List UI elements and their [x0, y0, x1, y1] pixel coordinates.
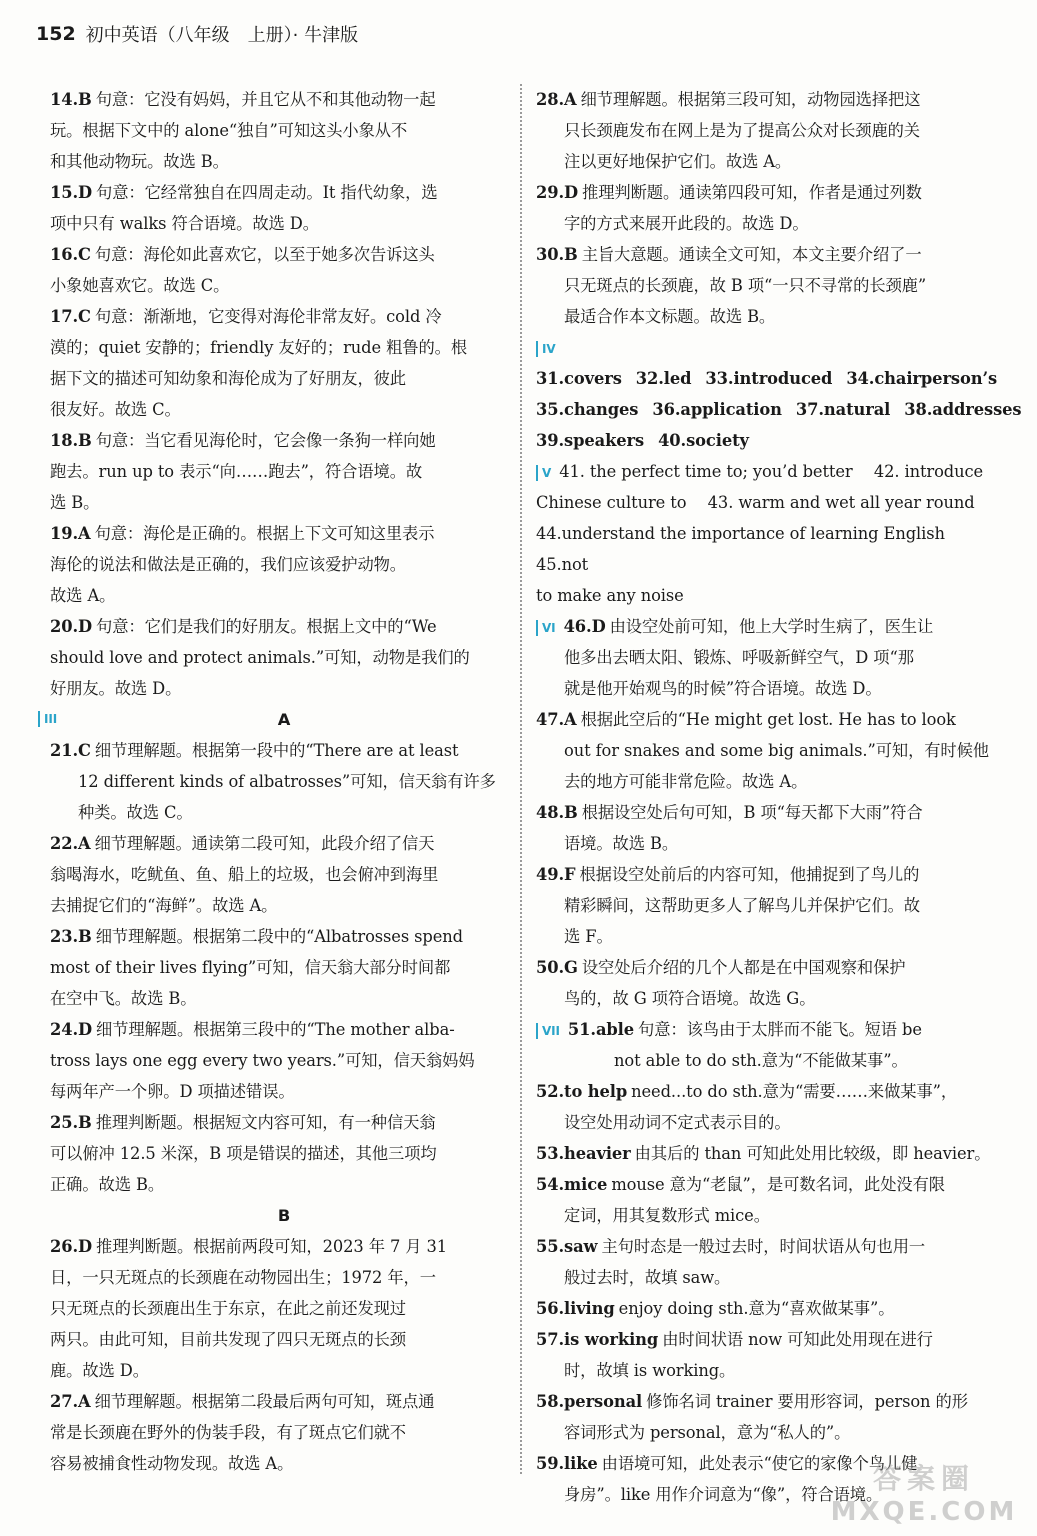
- passage-a-heading: A: [277, 710, 291, 729]
- section-5-mark: V: [536, 465, 555, 481]
- answer-17: 17.C 句意：渐渐地，它变得对海伦非常友好。cold 冷 漠的；quiet 安静的；friendly 友好的；rude 粗鲁的。根 据下文的描述可知幼象和海伦成为了好朋友，彼此 很友好。故选 C。: [50, 307, 468, 419]
- answer-57: 57.is working 由时间状语 now 可知此处用现在进行 时，故填 is working。: [536, 1330, 933, 1380]
- answer-27: 27.A 细节理解题。根据第二段最后两句可知，斑点通 常是长颈鹿在野外的伪装手段，有了斑点它们就不 容易被捕食性动物发现。故选 A。: [50, 1392, 435, 1473]
- section-6-mark: VI: [536, 620, 560, 636]
- page-header: [36, 14, 996, 54]
- section-4-mark: IV: [536, 341, 560, 357]
- column-divider: [520, 84, 522, 1474]
- left-column: [44, 84, 518, 1479]
- site-watermark: [829, 1454, 1019, 1530]
- answer-53: 53.heavier 由其后的 than 可知此处用比较级，即 heavier。: [536, 1144, 991, 1163]
- answer-30: 30.B 主旨大意题。通读全文可知，本文主要介绍了一 只无斑点的长颈鹿，故 B 项“一只不寻常的长颈鹿” 最适合作本文标题。故选 B。: [536, 245, 927, 326]
- answer-48: 48.B 根据设空处后句可知，B 项“每天都下大雨”符合 语境。故选 B。: [536, 803, 923, 853]
- answer-20: 20.D 句意：它们是我们的好朋友。根据上文中的“We should love and protect animals.”可知，动物是我们的 好朋友。故选 D。: [50, 617, 470, 698]
- section-3-mark: III: [38, 711, 61, 727]
- section-3-heading: [44, 704, 518, 735]
- answer-28: 28.A 细节理解题。根据第三段可知，动物园选择把这 只长颈鹿发布在网上是为了提高公众对长颈鹿的关 注以更好地保护它们。故选 A。: [536, 90, 921, 171]
- answer-22: 22.A 细节理解题。通读第二段可知，此段介绍了信天 翁喝海水，吃鱿鱼、鱼、船上的垃圾，也会俯冲到海里 去捕捉它们的“海鲜”。故选 A。: [50, 834, 439, 915]
- answer-56: 56.living enjoy doing sth.意为“喜欢做某事”。: [536, 1299, 895, 1318]
- answer-59: 59.like 由语境可知，此处表示“使它的家像个鸟儿健 身房”。like 用作介词意为“像”，符合语境。: [536, 1454, 918, 1504]
- answer-23: 23.B 细节理解题。根据第二段中的“Albatrosses spend most of their lives flying”可知，信天翁大部分时间都 在空中飞。故选 B。: [50, 927, 463, 1008]
- answer-14: 14.B 句意：它没有妈妈，并且它从不和其他动物一起 玩。根据下文中的 alone“独自”可知这头小象从不 和其他动物玩。故选 B。: [50, 90, 436, 171]
- answer-24: 24.D 细节理解题。根据第三段中的“The mother alba- tross lays one egg every two years.”可知，信天翁妈妈 每两年产一个卵。D 项描述错误。: [50, 1020, 475, 1101]
- answer-29: 29.D 推理判断题。通读第四段可知，作者是通过列数 字的方式来展开此段的。故选 D。: [536, 183, 922, 233]
- answer-55: 55.saw 主句时态是一般过去时，时间状语从句也用一 般过去时，故填 saw。: [536, 1237, 926, 1287]
- answer-21: 21.C 细节理解题。根据第一段中的“There are at least 12 different kinds of albatrosses”可知，信天翁有许多 种类。故选 C。: [50, 741, 496, 822]
- answer-58: 58.personal 修饰名词 trainer 要用形容词，person 的形 容词形式为 personal，意为“私人的”。: [536, 1392, 968, 1442]
- answer-54: 54.mice mouse 意为“老鼠”，是可数名词，此处没有限 定词，用其复数形式 mice。: [536, 1175, 945, 1225]
- answer-49: 49.F 根据设空处前后的内容可知，他捕捉到了鸟儿的 精彩瞬间，这帮助更多人了解鸟儿并保护它们。故 选 F。: [536, 865, 920, 946]
- watermark-top: 答案圈: [872, 1462, 975, 1495]
- section-5: V 41. the perfect time to; you’d better 42. introduce Chinese culture to 43. warm and wet all year round 44.understand the importance of learning English 45.not to make any noise: [536, 462, 984, 605]
- book-title: 初中英语（八年级 上册）· 牛津版: [85, 25, 359, 46]
- answer-51: VII 51.able 句意：该鸟由于太胖而不能飞。短语 be not able to do sth.意为“不能做某事”。: [536, 1014, 1006, 1076]
- answer-16: 16.C 句意：海伦如此喜欢它，以至于她多次告诉这头 小象她喜欢它。故选 C。: [50, 245, 435, 295]
- answer-18: 18.B 句意：当它看见海伦时，它会像一条狗一样向她 跑去。run up to 表示“向……跑去”，符合语境。故 选 B。: [50, 431, 436, 512]
- section-4-line-3: 39.speakers 40.society: [536, 431, 749, 450]
- answer-26: 26.D 推理判断题。根据前两段可知，2023 年 7 月 31 日，一只无斑点的长颈鹿在动物园出生；1972 年，一 只无斑点的长颈鹿出生于东京，在此之前还发现过 两只。由此可知，目前共发现了四只无斑点的长颈 鹿。故选 D。: [50, 1237, 448, 1380]
- answer-52: 52.to help need...to do sth.意为“需要……来做某事”， 设空处用动词不定式表示目的。: [536, 1082, 958, 1132]
- answer-47: 47.A 根据此空后的“He might get lost. He has to look out for snakes and some big animals.”可知，有时候他 去的地方可能非常危险。故选 A。: [536, 710, 989, 791]
- section-4-line-1: IV31.covers 32.led 33.introduced 34.chairperson’s: [536, 341, 998, 388]
- answer-46: VI 46.D 由设空处前可知，他上大学时生病了，医生让 他多出去晒太阳、锻炼、呼吸新鲜空气，D 项“那 就是他开始观鸟的时候”符合语境。故选 D。: [536, 611, 1006, 704]
- watermark-bottom: MXQE.COM: [830, 1497, 1018, 1527]
- answer-50: 50.G 设空处后介绍的几个人都是在中国观察和保护 鸟的，故 G 项符合语境。故选 G。: [536, 958, 906, 1008]
- section-4-line-2: 35.changes 36.application 37.natural 38.addresses: [536, 400, 1022, 419]
- page-number: 152: [36, 23, 76, 45]
- answer-19: 19.A 句意：海伦是正确的。根据上下文可知这里表示 海伦的说法和做法是正确的，我们应该爱护动物。 故选 A。: [50, 524, 435, 605]
- right-column: [536, 84, 1022, 1510]
- answer-25: 25.B 推理判断题。根据短文内容可知，有一种信天翁 可以俯冲 12.5 米深，B 项是错误的描述，其他三项均 正确。故选 B。: [50, 1113, 437, 1194]
- section-7-mark: VII: [536, 1023, 564, 1039]
- answer-15: 15.D 句意：它经常独自在四周走动。It 指代幼象，选 项中只有 walks 符合语境。故选 D。: [50, 183, 438, 233]
- passage-b-heading: B: [277, 1206, 291, 1225]
